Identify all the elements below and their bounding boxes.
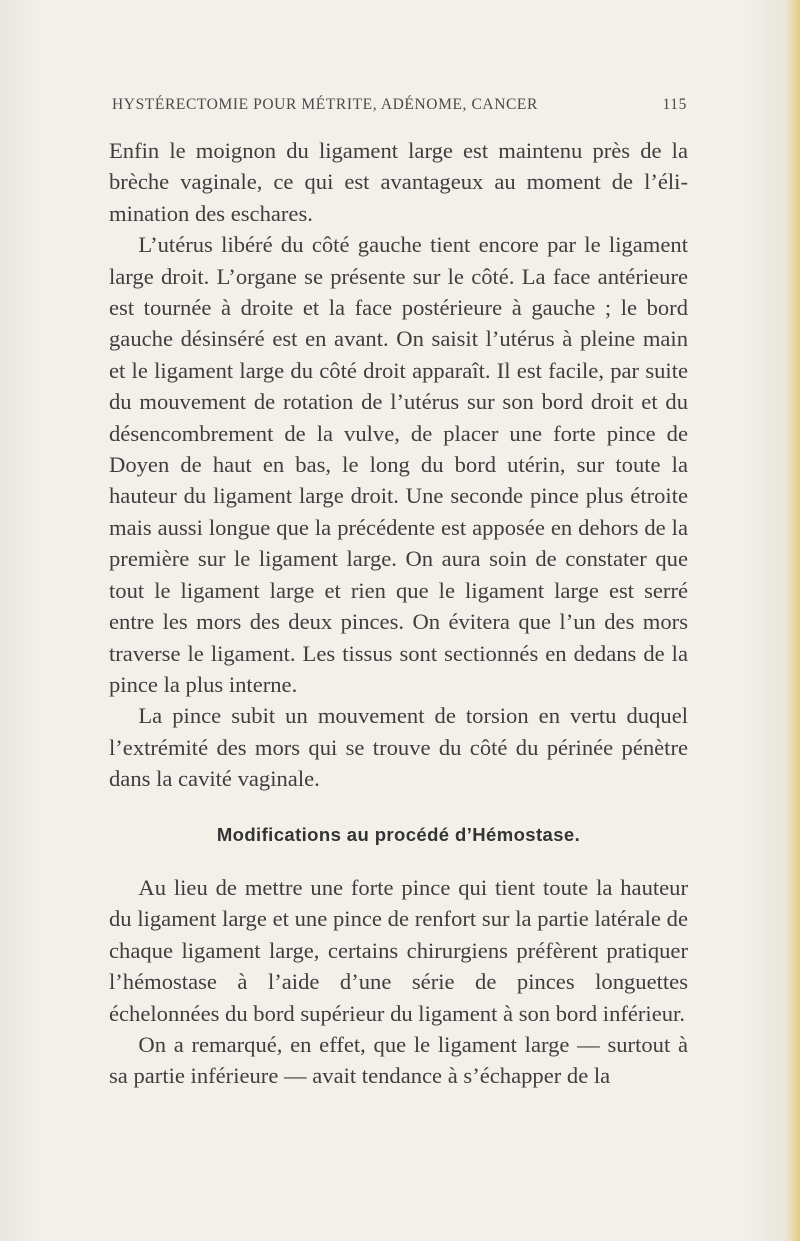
section-heading: Modifications au procédé d’Hémostase. <box>216 823 581 845</box>
body-text <box>109 135 688 1092</box>
paragraph: La pince subit un mouvement de torsion en vertu duquel l’extrémité des mors qui se trouve du côté du périnée pénètre dans la cavité vaginale. <box>109 703 688 792</box>
page-number: 115 <box>662 96 687 113</box>
page-edge <box>784 0 800 1241</box>
paragraph: Enfin le moignon du ligament large est maintenu près de la brèche vaginale, ce qui est avantageux au moment de l’élimination des eschares. <box>109 138 688 226</box>
paragraph: L’utérus libéré du côté gauche tient encore par le ligament large droit. L’organe se présente sur le côté. La face antérieure est tournée à droite et la face postérieure à gauche ; le bord gauche désinséré est en avant. On saisit l’utérus à pleine main et le ligament large du côté droit apparaît. Il est facile, par suite du mouvement de rotation de l’utérus sur son bord droit et du désencombrement de la vulve, de placer une forte pince de Doyen de haut en bas, le long du bord utérin, sur toute la hauteur du ligament large droit. Une seconde pince plus étroite mais aussi longue que la précédente est apposée en dehors de la première sur le ligament large. On aura soin de constater que tout le ligament large et rien que le ligament large est serré entre les mors des deux pinces. On évitera que l’un des mors traverse le ligament. Les tissus sont sectionnés en dedans de la pince la plus interne. <box>109 232 688 697</box>
paragraph: On a remarqué, en effet, que le ligament large — surtout à sa partie inférieure — avait tendance à s’échapper de la <box>109 1031 688 1089</box>
running-head-title: HYSTÉRECTOMIE POUR MÉTRITE, ADÉNOME, CANCER <box>112 96 538 113</box>
running-head <box>112 96 687 122</box>
paragraph: Au lieu de mettre une forte pince qui tient toute la hauteur du ligament large et une pince de renfort sur la partie latérale de chaque ligament large, certains chirurgiens préfèrent pratiquer l’hémostase à l’aide d’une série de pinces longuettes échelonnées du bord supérieur du ligament à son bord inférieur. <box>109 874 688 1026</box>
